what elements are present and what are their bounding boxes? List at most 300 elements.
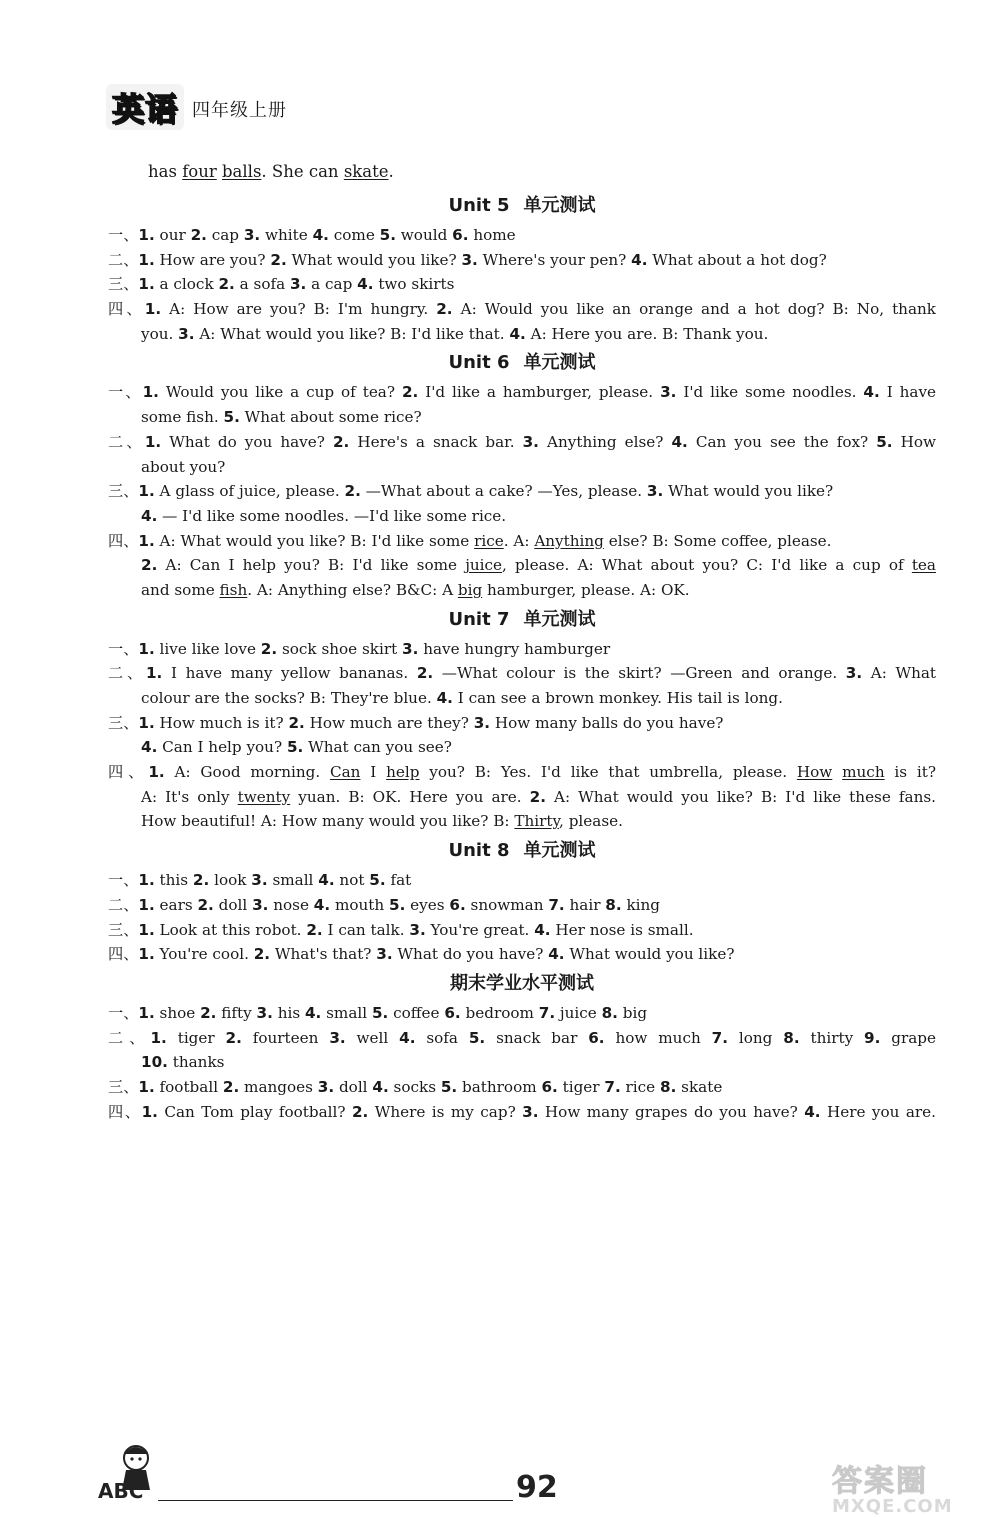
text-run: 一、 — [108, 226, 139, 244]
text-run: Where's your pen? — [477, 250, 632, 269]
underlined-word: Can — [329, 763, 361, 782]
text-run: you? B: Yes. I'd like that umbrella, please. — [419, 763, 797, 782]
question-number: 4. — [318, 871, 335, 890]
text-run: 四、 — [108, 1102, 142, 1121]
question-number: 6. — [452, 226, 469, 244]
text-run: rice — [620, 1077, 660, 1096]
text-run — [832, 763, 842, 781]
text-run: . She can — [261, 162, 344, 181]
text-run: sofa — [415, 1028, 469, 1047]
text-run: a clock — [154, 275, 219, 294]
underlined-word: Thirty — [514, 812, 560, 831]
question-number: 1. — [138, 275, 155, 294]
question-number: 3. — [461, 250, 478, 269]
text-run: 三、 — [108, 275, 139, 294]
text-run: A: Good morning. — [164, 763, 330, 782]
answer-line — [108, 868, 936, 893]
question-number: 2. — [218, 275, 235, 294]
answer-line — [108, 479, 936, 504]
answer-line — [108, 430, 936, 455]
text-run: live like love — [154, 639, 261, 658]
text-run: What about some rice? — [239, 408, 422, 427]
text-run: fat — [385, 871, 412, 890]
answer-line — [108, 529, 936, 554]
text-run: football — [154, 1077, 223, 1096]
answer-line — [108, 380, 936, 405]
intro-line — [108, 155, 936, 189]
text-run: snack bar — [485, 1028, 589, 1047]
answer-line — [108, 637, 936, 662]
text-run: Can I help you? — [157, 738, 287, 757]
text-run: thirty — [799, 1028, 865, 1047]
question-number: 5. — [440, 1077, 458, 1096]
text-run: What can you see? — [303, 738, 452, 757]
text-run: small — [321, 1003, 372, 1022]
question-number: 1. — [150, 1028, 167, 1047]
mascot-text: ABC — [98, 1479, 144, 1503]
text-run: sock shoe skirt — [277, 639, 403, 658]
text-run: , please. — [559, 812, 623, 831]
question-number: 4. — [631, 250, 648, 269]
question-number: 3. — [251, 871, 268, 890]
question-number: 3. — [243, 226, 261, 244]
question-number: 4. — [863, 383, 880, 402]
text-run: —What about a cake? —Yes, please. — [360, 482, 647, 501]
text-run: grape — [880, 1028, 936, 1047]
text-run: A glass of juice, please. — [154, 482, 345, 501]
underlined-word: fish — [219, 580, 248, 599]
text-run: Where is my cap? — [368, 1102, 523, 1121]
text-run: 四、 — [108, 300, 145, 319]
question-number: 2. — [306, 920, 323, 939]
text-run: mangoes — [239, 1077, 318, 1096]
answer-line — [108, 760, 936, 785]
text-run: What do you have? — [392, 945, 549, 964]
question-number: 2. — [332, 432, 350, 451]
question-number: 2. — [351, 1102, 369, 1121]
answer-line — [108, 918, 936, 943]
question-number: 6. — [444, 1003, 461, 1022]
answer-line — [108, 322, 936, 347]
question-number: 5. — [389, 895, 406, 914]
question-number: 4. — [372, 1077, 389, 1096]
question-number: 3. — [317, 1077, 335, 1096]
text-run: I have — [879, 383, 936, 402]
text-run: A: It's only — [141, 787, 238, 806]
text-run: have hungry hamburger — [418, 639, 611, 658]
underlined-word: balls — [222, 162, 262, 181]
question-number: 2. — [222, 1077, 240, 1096]
underlined-word: juice — [465, 556, 503, 575]
text-run: nose — [268, 895, 314, 914]
footer-rule — [158, 1500, 513, 1501]
question-number: 4. — [399, 1028, 416, 1047]
section-subtitle: 单元测试 — [523, 608, 596, 630]
section-title — [108, 189, 936, 223]
question-number: 4. — [804, 1102, 821, 1121]
question-number: 1. — [138, 945, 155, 964]
answer-line — [108, 711, 936, 736]
text-run: I'd like some noodles. — [676, 383, 864, 402]
text-run: Her nose is small. — [550, 920, 694, 939]
text-run: about you? — [141, 457, 226, 476]
text-run: Can you see the fox? — [687, 432, 877, 451]
text-run: this — [154, 871, 193, 890]
text-run: 二、 — [108, 250, 139, 269]
text-run: his — [272, 1003, 305, 1022]
text-run: — I'd like some noodles. —I'd like some rice. — [157, 506, 507, 525]
answer-line — [108, 1026, 936, 1051]
text-run: 一、 — [108, 1003, 139, 1022]
answer-key-content — [108, 155, 936, 1124]
section-subtitle: 单元测试 — [523, 195, 596, 216]
text-run: big — [617, 1003, 648, 1022]
text-run: juice — [555, 1003, 602, 1022]
answer-line — [108, 785, 936, 810]
text-run: some fish. — [141, 408, 224, 427]
question-number: 3. — [252, 895, 269, 914]
text-run: How — [892, 432, 936, 451]
unit-name: Unit 8 — [448, 840, 510, 862]
text-run: how much — [604, 1028, 712, 1047]
text-run: come — [328, 226, 380, 244]
question-number: 1. — [138, 639, 155, 658]
underlined-word: tea — [911, 556, 936, 575]
question-number: 5. — [468, 1028, 486, 1047]
text-run: small — [267, 871, 319, 890]
question-number: 7. — [548, 895, 565, 914]
text-run: look — [209, 871, 252, 890]
answer-line — [108, 1100, 936, 1125]
question-number: 4. — [304, 1003, 322, 1022]
question-number: 1. — [148, 763, 165, 782]
question-number: 3. — [256, 1003, 273, 1022]
text-run: How many balls do you have? — [490, 713, 724, 732]
text-run: coffee — [388, 1003, 445, 1022]
text-run: Can Tom play football? — [157, 1102, 352, 1121]
text-run: is it? — [884, 763, 936, 782]
question-number: 1. — [141, 1102, 158, 1121]
question-number: 2. — [436, 300, 453, 319]
answer-line — [108, 661, 936, 686]
question-number: 3. — [845, 664, 863, 683]
question-number: 2. — [197, 895, 214, 914]
text-run: hamburger, please. A: OK. — [482, 580, 690, 599]
text-run: king — [621, 895, 661, 914]
text-run: 一、 — [108, 871, 139, 890]
question-number: 1. — [138, 920, 155, 939]
text-run: colour are the socks? B: They're blue. — [141, 689, 437, 707]
answer-line — [108, 1001, 936, 1026]
text-run: skate — [676, 1077, 723, 1096]
question-number: 2. — [270, 250, 287, 269]
text-run: Would you like a cup of tea? — [158, 383, 402, 402]
text-run: What would you like? — [286, 250, 462, 269]
text-run: socks — [388, 1077, 441, 1096]
text-run: A: Here you are. B: Thank you. — [525, 324, 769, 343]
answer-line — [108, 405, 936, 430]
text-run: A: How are you? B: I'm hungry. — [161, 300, 437, 319]
text-run: tiger — [557, 1077, 605, 1096]
text-run: shoe — [154, 1003, 201, 1022]
text-run: ears — [154, 895, 198, 914]
answer-line — [108, 504, 936, 529]
question-number: 1. — [142, 383, 159, 402]
text-run: long — [727, 1028, 784, 1047]
answer-line — [108, 553, 936, 578]
question-number: 7. — [538, 1003, 556, 1022]
answer-line — [108, 1075, 936, 1100]
text-run: cap — [206, 226, 244, 244]
text-run: 四、 — [108, 763, 149, 782]
question-number: 1. — [138, 1077, 155, 1096]
grade-label: 四年级上册 — [192, 100, 288, 121]
question-number: 3. — [376, 945, 393, 964]
unit-name: Unit 6 — [448, 352, 510, 374]
text-run: You're cool. — [154, 945, 254, 964]
question-number: 3. — [178, 324, 195, 343]
section-title — [108, 967, 936, 1001]
text-run: 一、 — [108, 383, 143, 402]
question-number: 3. — [289, 275, 307, 294]
text-run: I'd like a hamburger, please. — [418, 383, 661, 402]
page-header — [106, 86, 287, 130]
text-run: 二、 — [108, 895, 139, 914]
question-number: 5. — [371, 1003, 389, 1022]
text-run: not — [334, 871, 370, 890]
question-number: 1. — [138, 482, 155, 501]
text-run: —What colour is the skirt? —Green and orange. — [433, 664, 846, 683]
text-run: I can see a brown monkey. His tail is long. — [452, 689, 783, 707]
question-number: 3. — [329, 1028, 346, 1047]
text-run: a cap — [306, 275, 358, 294]
question-number: 2. — [192, 871, 210, 890]
question-number: 4. — [141, 506, 158, 525]
section-subtitle: 单元测试 — [523, 840, 596, 862]
question-number: 1. — [138, 895, 155, 914]
answer-line — [108, 686, 936, 711]
underlined-word: help — [386, 763, 420, 782]
text-run: 二、 — [108, 1028, 151, 1047]
section-title — [108, 834, 936, 868]
question-number: 8. — [783, 1028, 800, 1047]
watermark-url: MXQE.COM — [832, 1496, 953, 1517]
text-run: 二、 — [108, 664, 146, 683]
text-run: A: Can I help you? B: I'd like some — [157, 556, 466, 575]
text-run: How much is it? — [154, 713, 289, 732]
text-run: doll — [213, 895, 253, 914]
answer-line — [108, 942, 936, 967]
text-run: What's that? — [270, 945, 377, 964]
page-footer — [96, 1460, 566, 1510]
question-number: 9. — [864, 1028, 881, 1047]
question-number: 5. — [223, 408, 240, 427]
text-run: What would you like? — [564, 945, 735, 964]
text-run: A: What would you like? B: I'd like that. — [194, 324, 510, 343]
text-run: 四、 — [108, 945, 139, 964]
answer-line — [108, 223, 936, 248]
text-run: What would you like? — [663, 482, 834, 501]
question-number: 1. — [138, 531, 155, 550]
text-run: How are you? — [154, 250, 271, 269]
question-number: 3. — [522, 1102, 539, 1121]
question-number: 2. — [141, 556, 158, 575]
question-number: 1. — [144, 432, 162, 451]
section-title — [108, 603, 936, 637]
question-number: 1. — [138, 713, 155, 732]
text-run: How many grapes do you have? — [538, 1102, 805, 1121]
text-run: and some — [141, 580, 220, 599]
watermark-logo-text: 答案圈 — [832, 1464, 928, 1499]
question-number: 4. — [436, 689, 453, 707]
text-run: has — [148, 162, 183, 181]
question-number: 1. — [144, 300, 162, 319]
question-number: 1. — [138, 250, 155, 269]
text-run: white — [260, 226, 313, 244]
question-number: 1. — [145, 664, 163, 683]
text-run: . — [388, 162, 394, 181]
text-run: 三、 — [108, 713, 139, 732]
question-number: 6. — [449, 895, 466, 914]
question-number: 3. — [646, 482, 664, 501]
question-number: 5. — [369, 871, 386, 890]
unit-name: Unit 5 — [448, 195, 510, 216]
question-number: 5. — [286, 738, 304, 757]
question-number: 2. — [401, 383, 419, 402]
question-number: 2. — [260, 639, 278, 658]
text-run: You're great. — [425, 920, 535, 939]
text-run: yuan. B: OK. Here you are. — [290, 787, 530, 806]
answer-line — [108, 297, 936, 322]
text-run: you. — [141, 324, 179, 343]
underlined-word: four — [182, 162, 217, 181]
question-number: 4. — [548, 945, 565, 964]
subject-logo: 英语 — [106, 84, 184, 130]
text-run: How much are they? — [304, 713, 474, 732]
question-number: 3. — [409, 920, 426, 939]
question-number: 10. — [141, 1053, 168, 1072]
question-number: 5. — [379, 226, 396, 244]
text-run: eyes — [405, 895, 450, 914]
question-number: 4. — [313, 895, 331, 914]
answer-line — [108, 735, 936, 760]
text-run: else? B: Some coffee, please. — [603, 531, 832, 550]
text-run: our — [154, 226, 191, 244]
section-subtitle: 期末学业水平测试 — [450, 972, 594, 994]
question-number: 7. — [604, 1077, 621, 1096]
question-number: 4. — [312, 226, 329, 244]
answer-line — [108, 893, 936, 918]
question-number: 8. — [605, 895, 622, 914]
question-number: 8. — [601, 1003, 618, 1022]
answer-line — [108, 272, 936, 297]
text-run: . A: — [503, 531, 535, 550]
text-run: , please. A: What about you? C: I'd like a cup of — [502, 556, 912, 575]
text-run: mouth — [330, 895, 390, 914]
answer-line — [108, 455, 936, 480]
text-run: . A: Anything else? B&C: A — [247, 580, 458, 599]
text-run: What about a hot dog? — [647, 250, 827, 269]
text-run: What do you have? — [161, 432, 333, 451]
text-run: thanks — [167, 1053, 225, 1072]
text-run: home — [468, 226, 516, 244]
section-subtitle: 单元测试 — [523, 352, 596, 374]
underlined-word: skate — [343, 162, 389, 181]
text-run: 三、 — [108, 1077, 139, 1096]
question-number: 1. — [138, 871, 155, 890]
text-run: two skirts — [373, 275, 455, 294]
question-number: 2. — [200, 1003, 217, 1022]
question-number: 8. — [660, 1077, 677, 1096]
text-run: tiger — [166, 1028, 226, 1047]
question-number: 4. — [509, 324, 526, 343]
abc-mascot-icon — [96, 1440, 158, 1510]
text-run: How beautiful! A: How many would you like? B: — [141, 812, 515, 831]
text-run: snowman — [465, 895, 549, 914]
question-number: 6. — [541, 1077, 558, 1096]
question-number: 4. — [141, 738, 158, 757]
underlined-word: How — [796, 763, 833, 782]
question-number: 3. — [660, 383, 677, 402]
question-number: 4. — [357, 275, 374, 294]
question-number: 2. — [190, 226, 207, 244]
question-number: 2. — [253, 945, 271, 964]
text-run: a sofa — [234, 275, 290, 294]
text-run: 二、 — [108, 432, 145, 451]
question-number: 2. — [416, 664, 434, 683]
answer-line — [108, 248, 936, 273]
text-run: Look at this robot. — [154, 920, 307, 939]
text-run: hair — [564, 895, 606, 914]
text-run: 三、 — [108, 920, 139, 939]
text-run: A: Would you like an orange and a hot dog? B: No, thank — [452, 300, 936, 319]
question-number: 2. — [529, 787, 546, 806]
question-number: 6. — [588, 1028, 605, 1047]
question-number: 2. — [225, 1028, 242, 1047]
text-run: A: What would you like? B: I'd like some — [154, 531, 475, 550]
text-run: 三、 — [108, 482, 139, 501]
question-number: 4. — [671, 432, 688, 451]
text-run: 一、 — [108, 639, 139, 658]
text-run: fourteen — [241, 1028, 330, 1047]
unit-name: Unit 7 — [448, 608, 510, 630]
section-title — [108, 346, 936, 380]
text-run: I have many yellow bananas. — [162, 664, 417, 683]
question-number: 3. — [402, 639, 419, 658]
text-run: bedroom — [460, 1003, 539, 1022]
question-number: 1. — [138, 1003, 155, 1022]
question-number: 7. — [711, 1028, 728, 1047]
underlined-word: Anything — [534, 531, 604, 550]
question-number: 3. — [522, 432, 539, 451]
question-number: 2. — [288, 713, 305, 732]
text-run: Here you are. — [820, 1102, 936, 1121]
underlined-word: twenty — [237, 787, 291, 806]
question-number: 3. — [473, 713, 491, 732]
text-run: bathroom — [457, 1077, 542, 1096]
text-run: would — [395, 226, 453, 244]
page-number: 92 — [516, 1470, 558, 1505]
underlined-word: rice — [474, 531, 504, 550]
text-run: well — [345, 1028, 400, 1047]
text-run: Here's a snack bar. — [349, 432, 523, 451]
text-run: fifty — [216, 1003, 257, 1022]
text-run: I — [360, 763, 387, 782]
watermark — [832, 1456, 1000, 1517]
underlined-word: much — [842, 763, 885, 782]
text-run: A: What — [862, 664, 936, 683]
answer-line — [108, 1050, 936, 1075]
